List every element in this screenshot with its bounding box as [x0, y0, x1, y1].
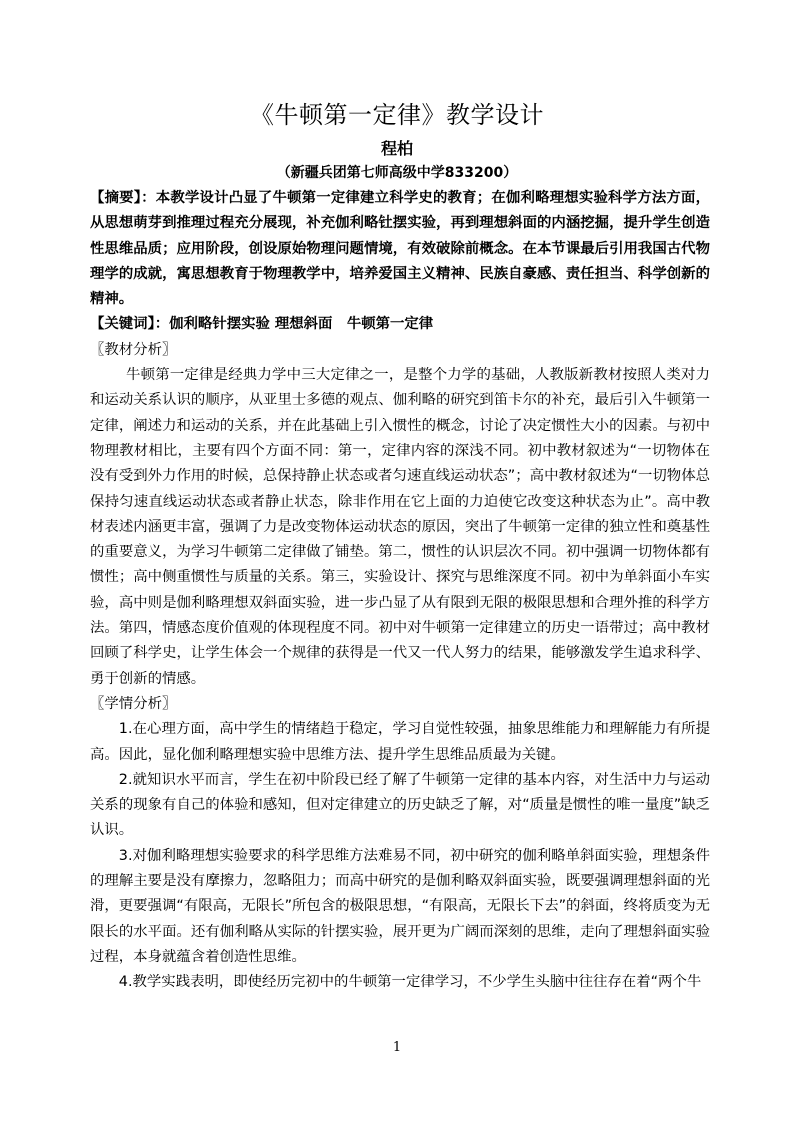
- section-heading-student-analysis: 〖学情分析〗: [90, 695, 177, 712]
- document-body: [90, 186, 710, 996]
- student-analysis-item-3: 3.对伽利略理想实验要求的科学思维方法难易不同，初中研究的伽利略单斜面实验，理想条件的理解主要是没有摩擦力，忽略阻力；而高中研究的是伽利略双斜面实验，既要强调理想斜面的光滑，更要强调“有限高，无限长”所包含的极限思想，“有限高，无限长下去”的斜面，终将质变为无限长的水平面。还有伽利略从实际的针摆实验，展开更为广阔而深刻的思维，走向了理想斜面实验过程，本身就蕴含着创造性思维。: [90, 847, 710, 965]
- author-name: 程柏: [380, 139, 413, 158]
- student-analysis-item-1: 1.在心理方面，高中学生的情绪趋于稳定，学习自觉性较强，抽象思维能力和理解能力有所提高。因此，显化伽利略理想实验中思维方法、提升学生思维品质最为关键。: [90, 721, 710, 763]
- student-analysis-item-4: 4.教学实践表明，即使经历完初中的牛顿第一定律学习，不少学生头脑中往往存在着“两个牛: [118, 974, 702, 991]
- page-number: 1: [392, 1040, 402, 1055]
- textbook-analysis-paragraph: 牛顿第一定律是经典力学中三大定律之一，是整个力学的基础，人教版新教材按照人类对力和运动关系认识的顺序，从亚里士多德的观点、伽利略的研究到笛卡尔的补充，最后引入牛顿第一定律，阐述力和运动的关系，并在此基础上引入惯性的概念，讨论了决定惯性大小的因素。与初中物理教材相比，主要有四个方面不同：第一，定律内容的深浅不同。初中教材叙述为“一切物体在没有受到外力作用的时候，总保持静止状态或者匀速直线运动状态”；高中教材叙述为“一切物体总保持匀速直线运动状态或者静止状态，除非作用在它上面的力迫使它改变这种状态为止”。高中教材表述内涵更丰富，强调了力是改变物体运动状态的原因，突出了牛顿第一定律的独立性和奠基性的重要意义，为学习牛顿第二定律做了铺垫。第二，惯性的认识层次不同。初中强调一切物体都有惯性；高中侧重惯性与质量的关系。第三，实验设计、探究与思维深度不同。初中为单斜面小车实验，高中则是伽利略理想双斜面实验，进一步凸显了从有限到无限的极限思想和合理外推的科学方法。第四，情感态度价值观的体现程度不同。初中对牛顿第一定律建立的历史一语带过；高中教材回顾了科学史，让学生体会一个规律的获得是一代又一代人努力的结果，能够激发学生追求科学、勇于创新的情感。: [90, 367, 710, 687]
- document-title: 《牛顿第一定律》教学设计: [250, 101, 544, 129]
- author-affiliation: （新疆兵团第七师高级中学833200）: [276, 165, 518, 181]
- keywords-line: 【关键词】：伽利略针摆实验 理想斜面 牛顿第一定律: [90, 316, 434, 333]
- abstract-paragraph: 【摘要】：本教学设计凸显了牛顿第一定律建立科学史的教育；在伽利略理想实验科学方法方面，从思想萌芽到推理过程充分展现，补充伽利略钍摆实验，再到理想斜面的内涵挖掘，提升学生创造性思维品质；应用阶段，创设原始物理问题情境，有效破除前概念。在本节课最后引用我国古代物理学的成就，寓思想教育于物理教学中，培养爱国主义精神、民族自豪感、责任担当、科学创新的精神。: [90, 190, 710, 308]
- student-analysis-item-2: 2.就知识水平而言，学生在初中阶段已经了解了牛顿第一定律的基本内容，对生活中力与运动关系的现象有自己的体验和感知，但对定律建立的历史缺乏了解，对“质量是惯性的唯一量度”缺乏认识。: [90, 771, 710, 839]
- section-heading-textbook-analysis: 〖教材分析〗: [90, 341, 177, 358]
